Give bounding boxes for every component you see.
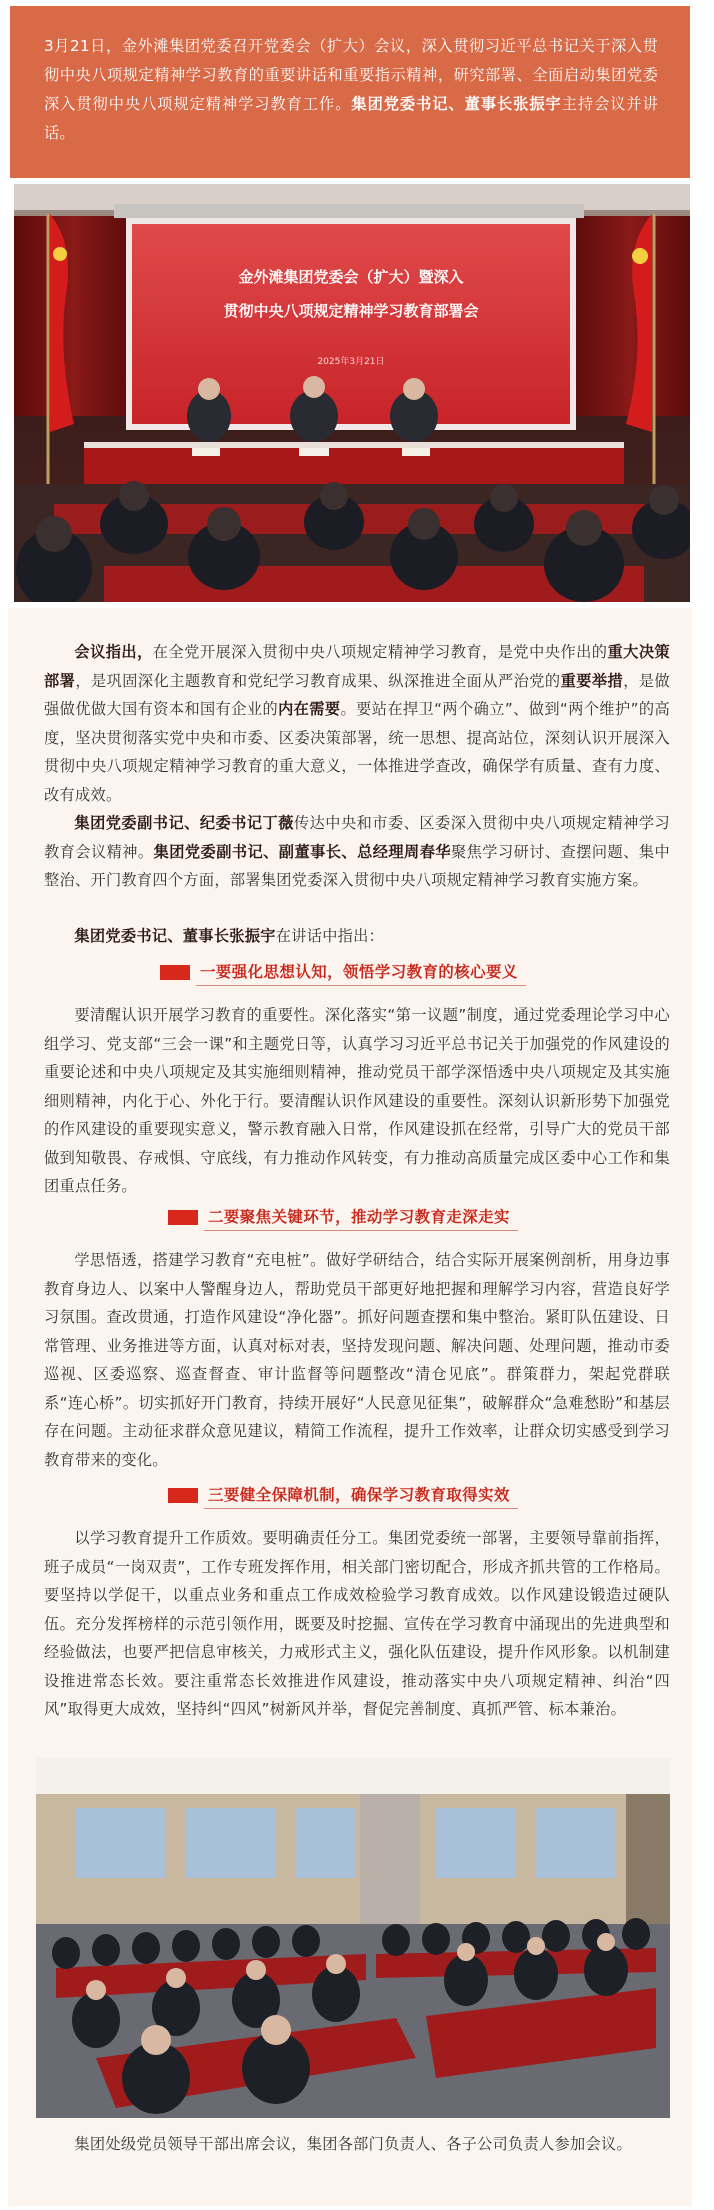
- p3-bold-1: 集团党委书记、董事长张振宇: [74, 927, 276, 945]
- p1-text-3: ，是做强做优做大国有资本和国有企业的: [44, 671, 670, 718]
- p2-bold-2: 集团党委副书记、副董事长、总经理周春华: [153, 842, 451, 861]
- p2-text-1: 传达中央和市委、区委深入贯彻中央八项规定精神学习教育会议精神。: [44, 814, 671, 861]
- section-2-text: 学思悟透，搭建学习教育“充电桩”。做好学研结合，结合实际开展案例剖析，用身边事教育身边人、以案中人警醒身边人，帮助党员干部更好地把握和理解学习内容，营造良好学习氛围。查改贯通，打造作风建设“净化器”。抓好问题查摆和集中整治。紧盯队伍建设、日常管理、业务推进等方面，认真对标对表，坚持发现问题、解决问题、处理问题，推动市委巡视、区委巡察、巡查督查、审计监督等问题整改“清仓见底”。群策群力，架起党群联系“连心桥”。切实抓好开门教育，持续开展好“人民意见征集”，破解群众“急难愁盼”和基层存在问题。主动征求群众意见建议，精简工作流程，提升工作效率，让群众切实感受到学习教育带来的变化。: [44, 1251, 670, 1469]
- screen-title-line2: 贯彻中央八项规定精神学习教育部署会: [223, 302, 479, 320]
- meeting-photo-top-illustration: [14, 184, 690, 602]
- meeting-photo-bottom-illustration: [36, 1758, 670, 2118]
- p2-text-2: 聚焦学习研讨、查摆问题、集中整治、开门教育四个方面，部署集团党委深入贯彻中央八项规定精神学习教育实施方案。: [44, 842, 670, 889]
- screen-title-line1: 金外滩集团党委会（扩大）暨深入: [238, 268, 464, 286]
- p1-bold-2: 重大决策部署: [44, 643, 671, 690]
- intro-text: 3月21日，金外滩集团党委召开党委会（扩大）会议，深入贯彻习近平总书记关于深入贯彻中央八项规定精神学习教育的重要讲话和重要指示精神，研究部署、全面启动集团党委深入贯彻中央八项规定精神学习教育工作。: [44, 37, 658, 113]
- p1-bold-lead: 会议指出，: [74, 643, 153, 661]
- intro-host-name: 集团党委书记、董事长张振宇: [351, 95, 562, 113]
- photo-caption: 集团处级党员领导干部出席会议，集团各部门负责人、各子公司负责人参加会议。: [74, 2135, 632, 2153]
- section-1-title: 一要强化思想认知，领悟学习教育的核心要义: [196, 959, 526, 986]
- p1-bold-3: 重要举措: [560, 671, 624, 690]
- section-3-heading: [168, 1481, 518, 1509]
- section-1-text: 要清醒认识开展学习教育的重要性。深化落实“第一议题”制度，通过党委理论学习中心组学习、党支部“三会一课”和主题党日等，认真学习习近平总书记关于加强党的作风建设的重要论述和中央八项规定及其实施细则精神，推动党员干部学深悟透中央八项规定及其实施细则精神，内化于心、外化于行。要清醒认识作风建设的重要性。深刻认识新形势下加强党的作风建设的重要现实意义，警示教育融入日常，作风建设抓在经常，引导广大的党员干部做到知敬畏、存戒惧、守底线，有力推动作风转变，有力推动高质量完成区委中心工作和集团重点任务。: [44, 1006, 670, 1195]
- p1-text-2: ，是巩固深化主题教育和党纪学习教育成果、纵深推进全面从严治党的: [75, 671, 561, 690]
- paragraph-speech-intro: [44, 922, 670, 951]
- p3-text-1: 在讲话中指出：: [275, 927, 385, 945]
- meeting-photo-top: [14, 184, 690, 602]
- p1-text-1: 在全党开展深入贯彻中央八项规定精神学习教育，是党中央作出的: [152, 643, 608, 661]
- paragraph-speakers: [44, 809, 670, 895]
- p2-bold-1: 集团党委副书记、纪委书记丁薇: [74, 814, 294, 832]
- section-3-marker: [168, 1488, 198, 1503]
- p1-text-4: 。要站在捍卫“两个确立”、做到“两个维护”的高度，坚决贯彻落实党中央和市委、区委决策部署，统一思想、提高站位，深刻认识开展深入贯彻中央八项规定精神学习教育的重大意义，一体推进学查改，确保学有质量、查有力度、改有成效。: [44, 700, 671, 804]
- section-1-heading: [160, 958, 526, 986]
- paragraph-meeting-points: [44, 638, 670, 809]
- section-2-heading: [168, 1203, 518, 1231]
- intro-text-end: 主持会议并讲话。: [44, 95, 658, 142]
- screen-date: 2025年3月21日: [317, 357, 385, 367]
- section-1-marker: [160, 965, 190, 980]
- intro-summary-box: [10, 6, 690, 178]
- p1-bold-4: 内在需要: [278, 700, 341, 718]
- section-3-title: 三要健全保障机制，确保学习教育取得实效: [204, 1482, 518, 1509]
- meeting-photo-bottom: [36, 1758, 670, 2118]
- section-2-marker: [168, 1210, 198, 1225]
- section-3-text: 以学习教育提升工作质效。要明确责任分工。集团党委统一部署，主要领导靠前指挥，班子成员“一岗双责”，工作专班发挥作用，相关部门密切配合，形成齐抓共管的工作格局。要坚持以学促干，以重点业务和重点工作成效检验学习教育成效。以作风建设锻造过硬队伍。充分发挥榜样的示范引领作用，既要及时挖掘、宣传在学习教育中涌现出的先进典型和经验做法，也要严把信息审核关，力戒形式主义，强化队伍建设，提升作风形象。以机制建设推进常态长效。要注重常态长效推进作风建设，推动落实中央八项规定精神、纠治“四风”取得更大成效，坚持纠“四风”树新风并举，督促完善制度、真抓严管、标本兼治。: [44, 1529, 670, 1718]
- section-2-title: 二要聚焦关键环节，推动学习教育走深走实: [204, 1204, 518, 1231]
